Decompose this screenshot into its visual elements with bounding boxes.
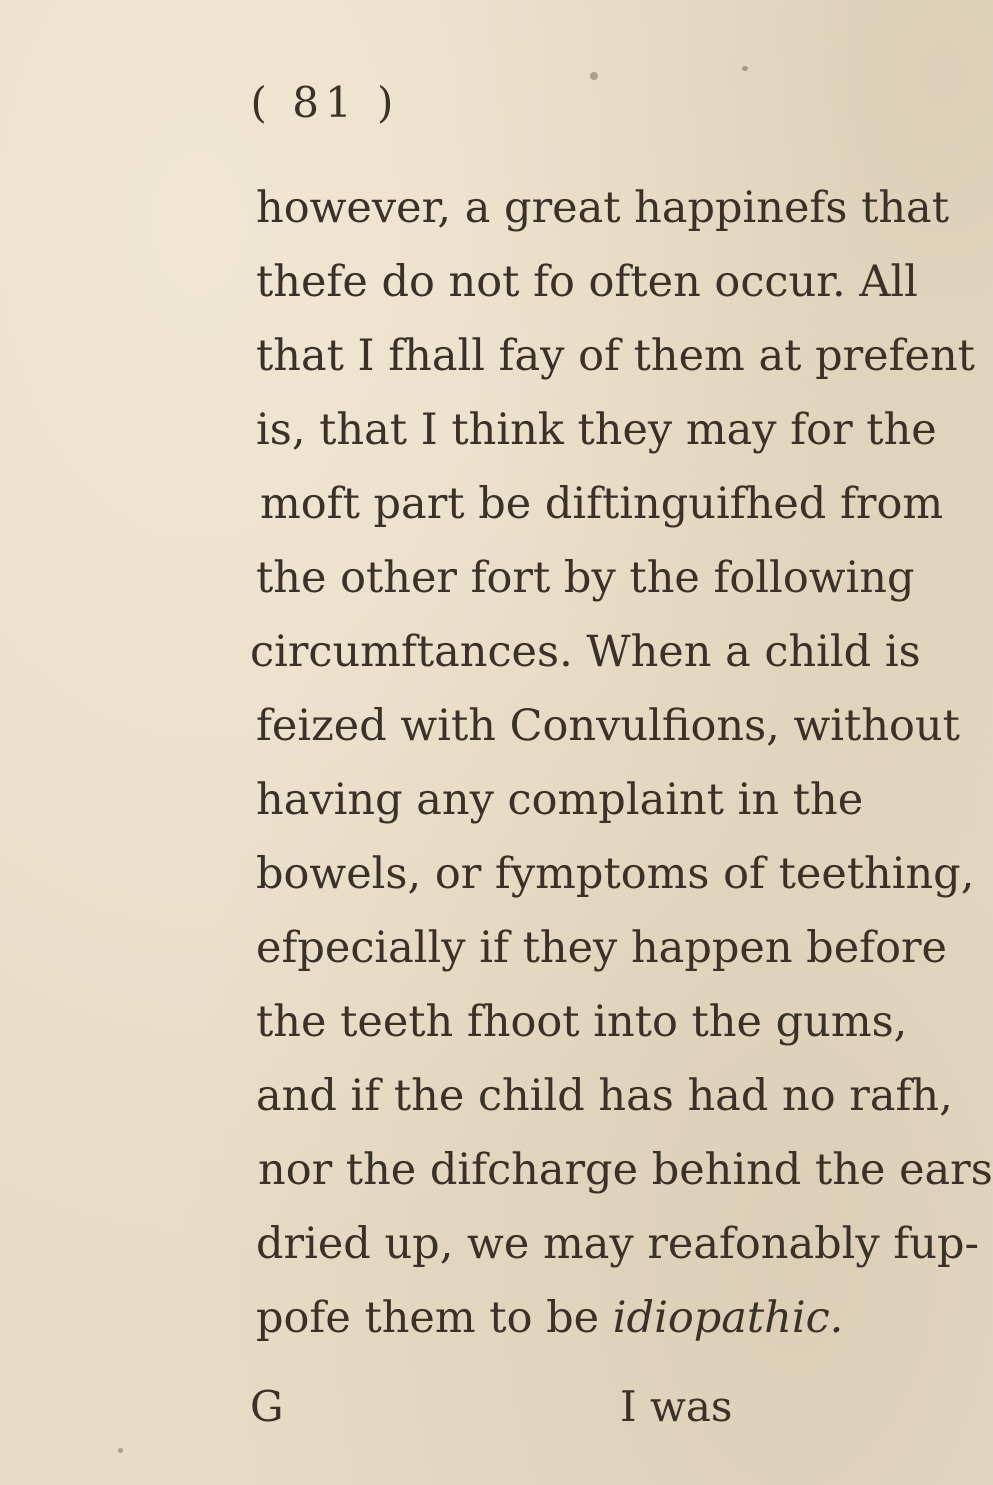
text-line: thefe do not fo often occur. All	[256, 257, 918, 307]
paper-speck	[742, 66, 748, 71]
text-line: is, that I think they may for the	[256, 405, 937, 455]
paper-speck	[590, 72, 598, 80]
text-line: the other fort by the following	[256, 553, 915, 603]
text-line: however, a great happinefs that	[256, 183, 949, 233]
text-line-last-italic: idiopathic.	[612, 1293, 844, 1343]
paper-speck	[640, 1030, 644, 1034]
text-line: that I fhall fay of them at prefent	[256, 331, 975, 381]
text-line: the teeth fhoot into the gums,	[256, 997, 908, 1047]
signature-mark: G	[250, 1382, 284, 1431]
text-line: and if the child has had no rafh,	[256, 1071, 953, 1121]
text-line: dried up, we may reafonably fup-	[256, 1219, 980, 1269]
catchword: I was	[620, 1382, 733, 1431]
text-line: moft part be diftinguifhed from	[260, 479, 944, 529]
text-line: feized with Convulfions, without	[256, 701, 960, 751]
text-line: circumftances. When a child is	[250, 627, 921, 677]
text-line-last	[256, 1292, 843, 1344]
page-number: ( 81 )	[250, 78, 400, 127]
text-line: efpecially if they happen before	[256, 923, 947, 973]
text-line: bowels, or fymptoms of teething,	[256, 849, 975, 899]
text-line: having any complaint in the	[256, 775, 864, 825]
text-line: nor the difcharge behind the ears	[258, 1145, 993, 1195]
paper-speck	[118, 1448, 123, 1453]
text-line-last-plain: pofe them to be	[256, 1293, 613, 1343]
